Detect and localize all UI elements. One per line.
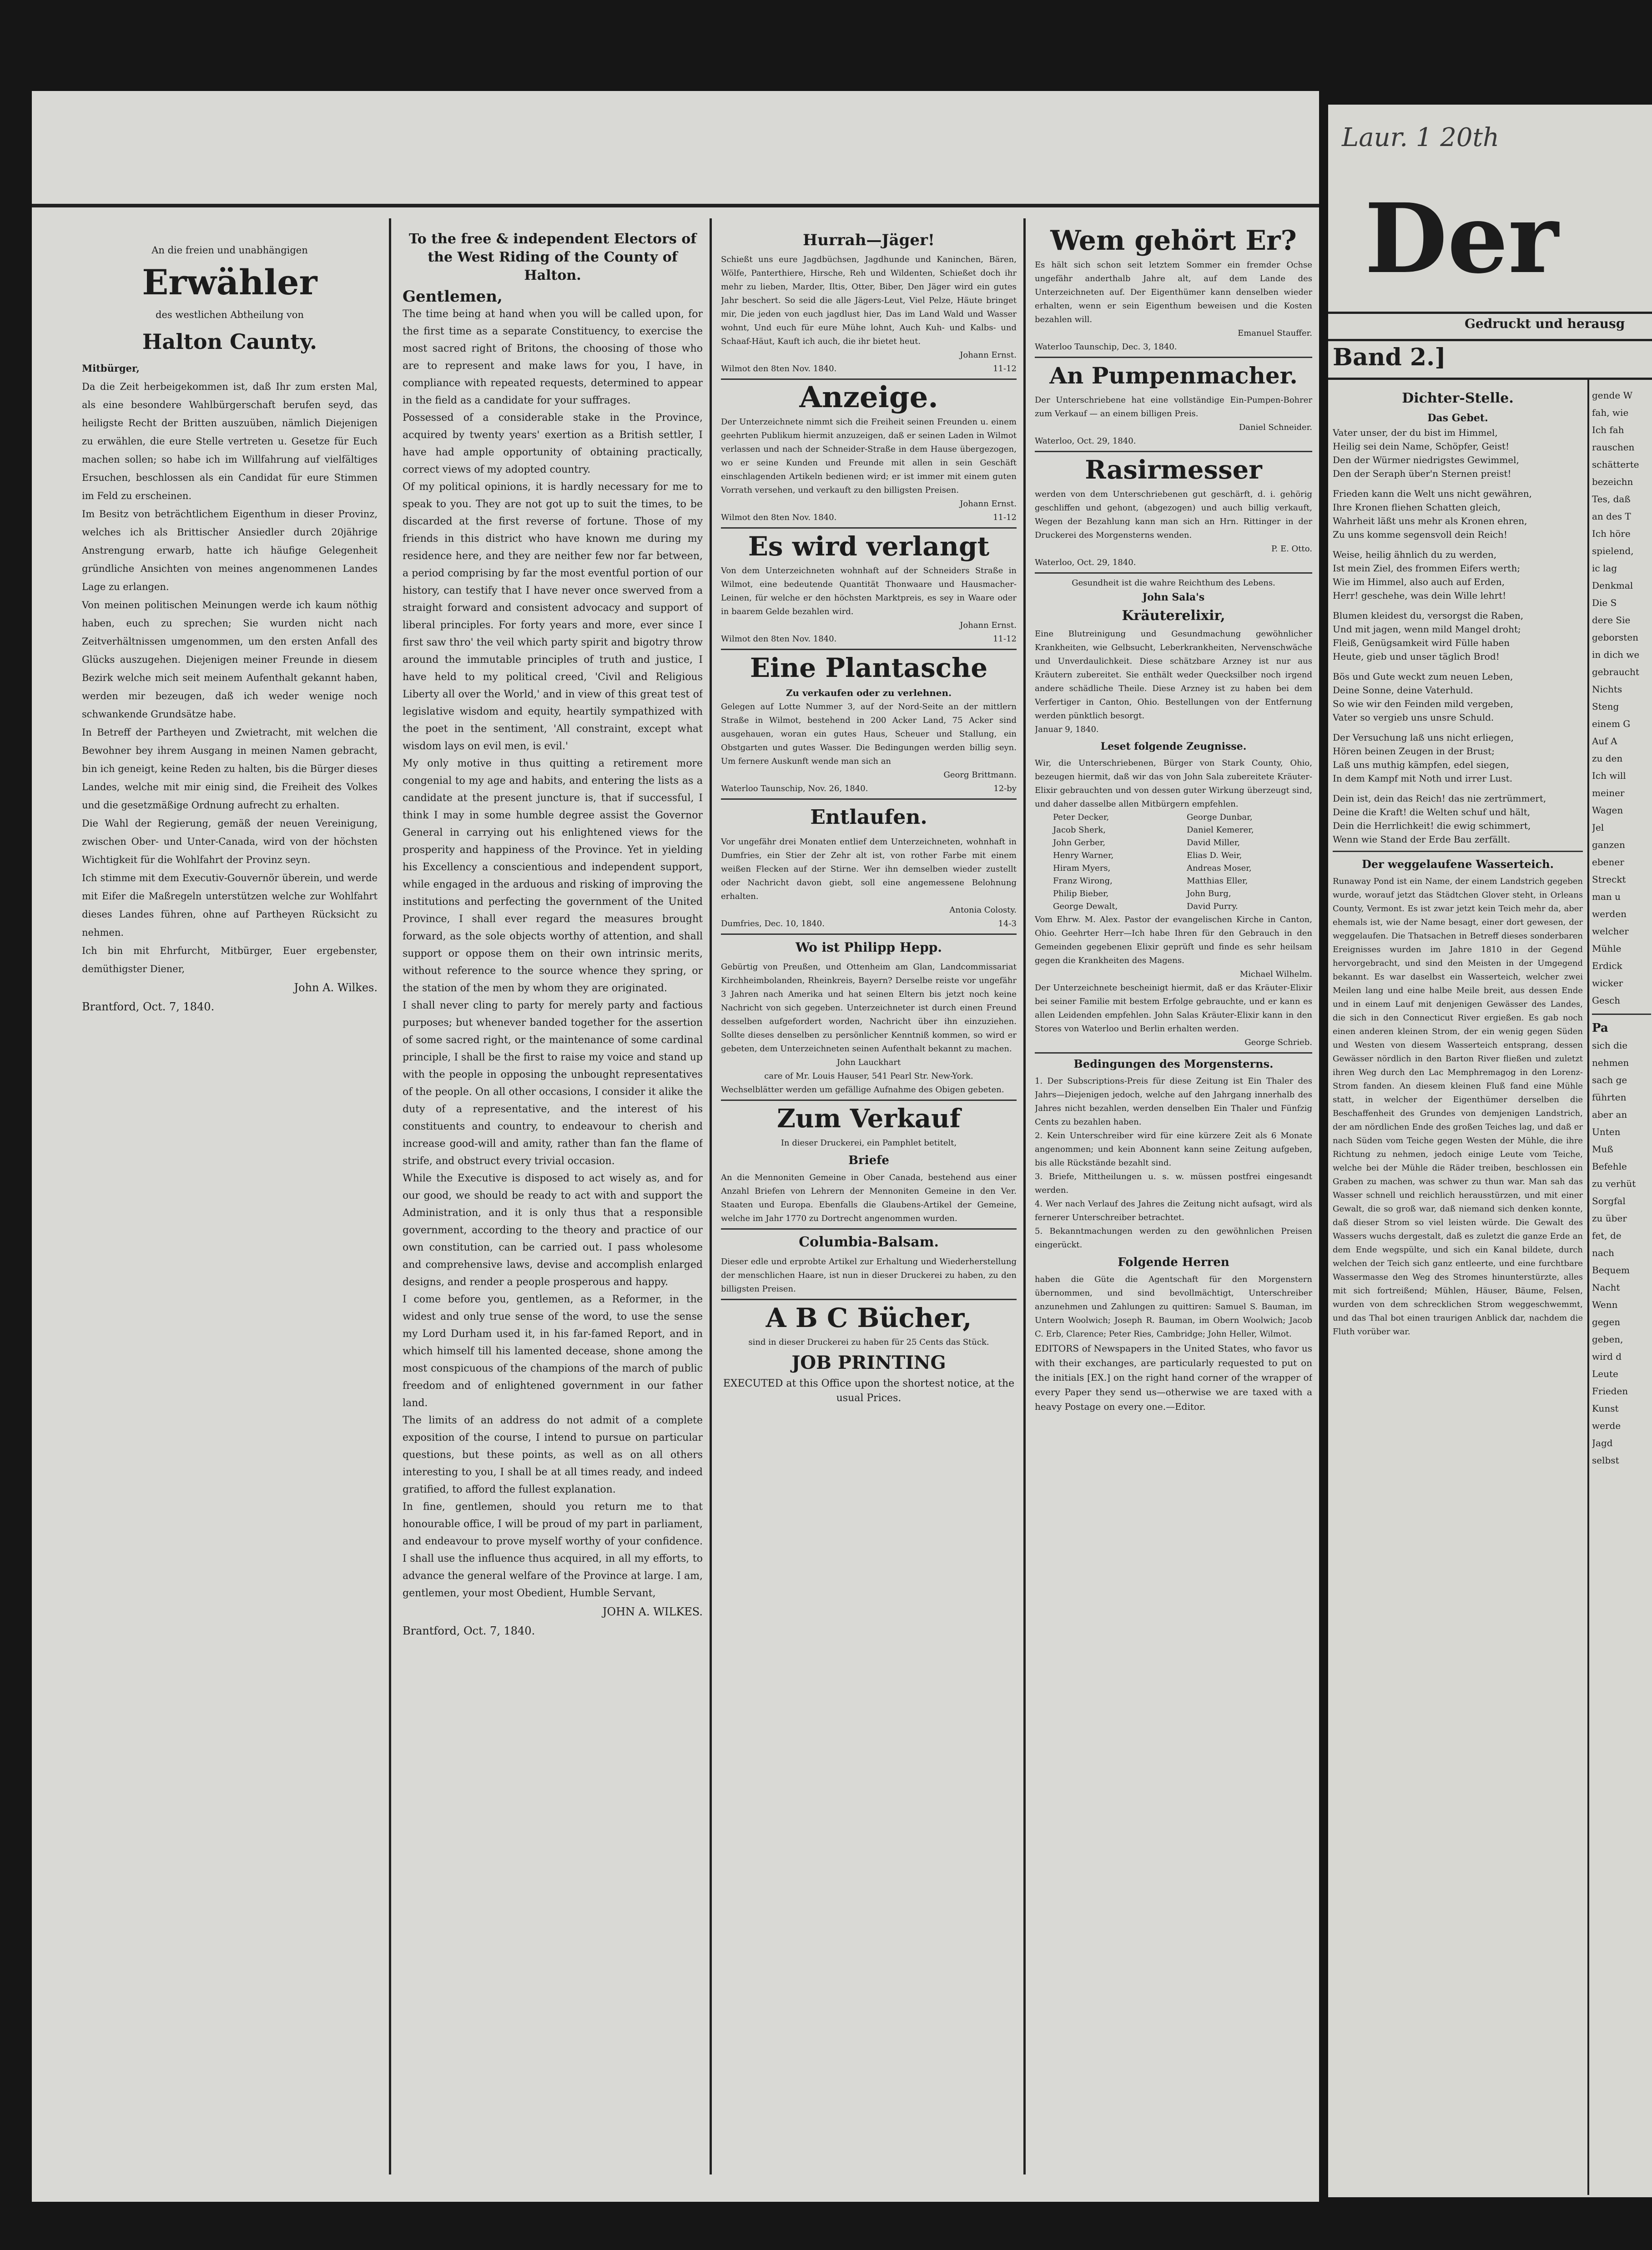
testimonial-signer: John Burg, bbox=[1187, 889, 1231, 898]
testimonials-title: Leset folgende Zeugnisse. bbox=[1100, 741, 1247, 752]
poem-line: Fleiß, Genügsamkeit wird Fülle haben bbox=[1333, 637, 1510, 648]
ad-entlaufen-text: Vor ungefähr drei Monaten entlief dem Unterzeichneten, wohnhaft in Dumfries, ein Stier der Zehr alt ist, von rother Farbe mit einem weißen Flecken auf der Stirne. Wer ihn demselben wieder zustellt oder Nachricht davon giebt, soll eine angemessene Belohnung erhalten. bbox=[721, 837, 1017, 901]
ad-verkauf-text: An die Mennoniten Gemeine in Ober Canada, bestehend aus einer Anzahl Briefen von Lehrern der Mennoniten Gemeine in den Ver. Staaten und Europa. Ebenfalls die Glaubens-Artikel der Gemeine, welche im Jahr 1770 zu Dortrecht angenommen wurden. bbox=[721, 1173, 1017, 1223]
ad-verlangt-text: Von dem Unterzeichneten wohnhaft auf der Schneiders Straße in Wilmot, eine bedeutende Quantität Thonwaare und Hausmacher-Leinen, für welche er den höchsten Marktpreis, es sey in Waare oder in baarem Gelde bezahlen wird. bbox=[721, 566, 1017, 616]
page2-column-divider bbox=[1587, 380, 1589, 2195]
ad-hunter-date: Wilmot den 8ten Nov. 1840. bbox=[721, 364, 837, 373]
column-divider-1 bbox=[389, 218, 391, 2174]
ad-balsam-title: Columbia-Balsam. bbox=[799, 1234, 939, 1250]
testimonial-signer: Daniel Kemerer, bbox=[1187, 825, 1254, 835]
fragment-a: zu den bbox=[1592, 753, 1623, 764]
poem-line: Vater so vergieb uns unsre Schuld. bbox=[1333, 712, 1494, 723]
address-paragraph: Possessed of a considerable stake in the Province, acquired by twenty years' exertion as a British settler, I have had ample opportunity of obtaining practically, correct views of my adopted country. bbox=[403, 412, 703, 475]
ad-hepp-title: Wo ist Philipp Hepp. bbox=[795, 940, 942, 955]
clergy-testimonial: Vom Ehrw. M. Alex. Pastor der evangelischen Kirche in Canton, Ohio. Geehrter Herr—Ich habe Ihren für den Gebrauch in den Gemeinden gegebenen Elixir geprüft und finde es sehr heilsam gegen die Krankheiten des Magens. bbox=[1035, 915, 1312, 965]
ad-plantage-text: Gelegen auf Lotte Nummer 3, auf der Nord-Seite an der mittlern Straße in Wilmot, bestehend in 200 Acker Land, 75 Acker sind ausgehauen, woran ein gutes Haus, Scheuer und Stallung, ein Obstgarten und gutes Wasser. Die Bedingungen werden billig seyn. Um fernere Auskunft wende man sich an bbox=[721, 702, 1017, 766]
fragment-b: selbst bbox=[1592, 1455, 1619, 1466]
clergy-signer: Michael Wilhelm. bbox=[1239, 969, 1312, 979]
fragment-a: gebraucht bbox=[1592, 666, 1639, 677]
notice-paragraph: Da die Zeit herbeigekommen ist, daß Ihr zum ersten Mal, als eine besondere Wahlbürgerschaft berufen seyd, das heiligste Recht der Britten auszuüben, nämlich Diejenigen zu erwählen, die eure Stelle vertreten u. Gesetze für Euch machen sollen; so habe ich im Willfahrung auf vielfältiges Ersuchen, beschlossen als ein Candidat für eure Stimmen im Feld zu erscheinen. bbox=[82, 381, 378, 501]
newspaper-page bbox=[32, 91, 1319, 2202]
story-title: Der weggelaufene Wasserteich. bbox=[1362, 858, 1554, 871]
column-advertisements bbox=[721, 227, 1017, 2174]
ad-verlangt-ref: 11-12 bbox=[993, 634, 1017, 644]
notice-paragraph: In Betreff der Partheyen und Zwietracht, mit welchen die Bewohner bey ihrem Ausgang in meinen Namen gebracht, bin ich geneigt, keine Reden zu halten, bis die Bürger dieses Landes, welche mit mir einig sind, die Freiheit des Volkes und die gesetzmäßige Ordnung aufrecht zu erhalten. bbox=[82, 727, 378, 811]
fragment-a: werden bbox=[1592, 908, 1627, 919]
ad-entlaufen-title: Entlaufen. bbox=[810, 806, 927, 829]
notice-county: Halton Caunty. bbox=[142, 329, 317, 354]
fragment-b: Befehle bbox=[1592, 1161, 1627, 1172]
notice-greeting: Mitbürger, bbox=[82, 363, 140, 374]
fragment-a: Wagen bbox=[1592, 805, 1623, 816]
fragment-b: nehmen bbox=[1592, 1057, 1629, 1068]
fragment-a: Tes, daß bbox=[1592, 494, 1631, 504]
fragment-a: Denkmal bbox=[1592, 580, 1633, 591]
poem-line bbox=[1333, 602, 1583, 609]
poem-line: Dein ist, dein das Reich! das nie zertrümmert, bbox=[1333, 793, 1546, 804]
ad-rasier-text: werden von dem Unterschriebenen gut geschärft, d. i. gehörig geschliffen und gehont, (abgezogen) und auch billig verkauft, Wegen der Bezahlung kann man sich an Hrn. Rittinger in der Druckerei des Morgensterns wenden. bbox=[1035, 489, 1312, 540]
column-notices-terms bbox=[1035, 223, 1312, 2179]
poem-line: Blumen kleidest du, versorgst die Raben, bbox=[1333, 610, 1524, 621]
fragment-a: schätterte bbox=[1592, 459, 1639, 470]
fragment-b: wird d bbox=[1592, 1351, 1622, 1362]
ad-hepp-note: Wechselblätter werden um gefällige Aufnahme des Obigen gebeten. bbox=[721, 1085, 1004, 1095]
fragment-b: Bequem bbox=[1592, 1265, 1630, 1276]
fragment-a: wicker bbox=[1592, 978, 1623, 989]
fragment-b: Frieden bbox=[1592, 1386, 1628, 1397]
address-paragraph: While the Executive is disposed to act wisely as, and for our good, we should be ready to act with and support the Administration, and it is only thus that a responsible government, according to the theory and practice of our own constitution, can be carried out. I pass wholesome and comprehensive laws, devise and accomplish enlarged designs, and render a people prosperous and happy. bbox=[403, 1173, 703, 1288]
ad-hunter-title: Hurrah—Jäger! bbox=[803, 231, 935, 249]
ad-hepp-signer: John Lauckhart bbox=[836, 1058, 901, 1067]
fragment-b: Unten bbox=[1592, 1126, 1621, 1137]
testimonial-signer: Matthias Eller, bbox=[1187, 876, 1248, 886]
ad-abc-text: sind in dieser Druckerei zu haben für 25 Cents das Stück. bbox=[748, 1337, 989, 1347]
ad-job-printing-title: JOB PRINTING bbox=[791, 1352, 946, 1373]
address-signer: JOHN A. WILKES. bbox=[602, 1605, 703, 1618]
terms-item: 2. Kein Unterschreiber wird für eine kürzere Zeit als 6 Monate angenommen; und kein Abonnent kann seine Zeitung aufgeben, bis alle Rückstände bezahlt sind. bbox=[1035, 1131, 1312, 1168]
terms-item: 5. Bekanntmachungen werden zu den gewöhnlichen Preisen eingerückt. bbox=[1035, 1226, 1312, 1250]
poem-line bbox=[1333, 663, 1583, 670]
fragment-b: Muß bbox=[1592, 1144, 1613, 1155]
masthead-fragment: Der bbox=[1365, 182, 1559, 295]
address-paragraph: The time being at hand when you will be called upon, for the first time as a separate Constituency, to exercise the most sacred right of Britons, the choosing of those who are to represent and make laws for you, I have, in compliance with repeated requests, determined to appear in the field as a candidate for your suffrages. bbox=[403, 308, 703, 406]
agents-text: haben die Güte die Agentschaft für den Morgenstern übernommen, und sind bevollmächtigt, Unterschreiber anzunehmen und Zahlungen zu quittiren: Samuel S. Bauman, im Untern Woolwich; Joseph R. Bauman, im Obern Woolwich; Jacob C. Erb, Clarence; Peter Ries, Cambridge; John Heller, Wilmot. bbox=[1035, 1275, 1312, 1339]
header-rule bbox=[32, 204, 1319, 207]
ad-verkauf-item: Briefe bbox=[848, 1154, 889, 1167]
poem-line: Heute, gieb und unser täglich Brod! bbox=[1333, 651, 1500, 662]
ad-entlaufen-date: Dumfries, Dec. 10, 1840. bbox=[721, 919, 825, 928]
poem bbox=[1333, 426, 1583, 846]
notice-subtitle: des westlichen Abtheilung von bbox=[156, 309, 304, 320]
testimonial-signer: David Purry. bbox=[1187, 902, 1238, 911]
ad-rasier-title: Rasirmesser bbox=[1085, 455, 1262, 485]
notice-title: Erwähler bbox=[142, 262, 317, 303]
poem-line: Wahrheit läßt uns mehr als Kronen ehren, bbox=[1333, 515, 1527, 526]
story-text: Runaway Pond ist ein Name, der einem Landstrich gegeben wurde, worauf jetzt das Städtchen Glover steht, in Orleans County, Vermont. Es ist zwar jetzt kein Teich mehr da, aber ehemals ist, wie der Name besagt, einer dort gewesen, der weggelaufen. Die Thatsachen in Betreff dieses sonderbaren Ereignisses wurden im Jahre 1810 in der Gegend hervorgebracht, und sind den Meisten in der Umgegend bekannt. Es war daselbst ein Wasserteich, welcher zwei Meilen lang und eine halbe Meile breit, aus dessen Ende und in einem Lauf mit denjenigen Gewässer des Landes, die sich in den Connecticut River ergießen. Es gab noch einen anderen kleinen Strom, der ein wenig gegen Süden und Westen von diesem Wasserteich entsprang, dessen Gewässer nördlich in den Barton River fließen und zuletzt ihren Weg durch den Lac Memphremagog in den Lorenz-Strom fanden. An diesem kleinen Fluß fand eine Mühle statt, in welcher der Eigenthümer derselben die Beschaffenheit des Grundes von demjenigen Landstrich, der am nördlichen Ende des großen Teiches lag, und daß er nach Süden vom Teiche gegen Westen der Mühle, die ihre Richtung zu nehmen, jedoch einige Leute vom Teiche, welche bei der Mühle die Räder treiben, beschlossen ein Graben zu machen, was schwer zu thun war. Man sah das Wasser schnell und reichlich herausstürzen, und mit einer Gewalt, die so groß war, daß niemand sich denken konnte, daß dieser Strom so viel leisten würde. Die Gewalt des Wassers wuchs dergestalt, daß es zuletzt die ganze Erde an dem Ende wegspülte, und sich ein Kanal bildete, durch welchen der Teich sich ganz entleerte, und eine furchtbare Wassermasse den Weg des Stromes hinunterstürzte, alles mit sich fortreißend; Mühlen, Häuser, Bäume, Felsen, wurden von dem schrecklichen Strom weggeschwemmt, und das Thal bot einen traurigen Anblick dar, nachdem die Fluth vorüber war. bbox=[1333, 877, 1583, 1337]
poem-line: Zu uns komme segensvoll dein Reich! bbox=[1333, 529, 1507, 540]
fragment-a: gende W bbox=[1592, 390, 1633, 401]
testimonial-signer: George Dewalt, bbox=[1053, 902, 1118, 911]
address-paragraph: Of my political opinions, it is hardly necessary for me to speak to you. They are not got up to suit the times, to be discarded at the first reverse of fortune. Those of my friends in this district who have known me during my residence here, and they are neither few nor far between, a period comprising by far the most eventful portion of our history, can testify that I have never once swerved from a straight forward and consistent advocacy and support of liberal principles. For forty years and more, ever since I first saw thro' the veil which party spirit and bigotry throw around the immutable principles of truth and justice, I have held to my political creed, 'Civil and Religious Liberty all over the World,' and in view of this great test of legislative wisdom and equity, heartily sympathized with the poet in the sentiment, 'All constraint, except what wisdom lays on evil men, is evil.' bbox=[403, 481, 703, 752]
fragment-a: Auf A bbox=[1592, 736, 1617, 747]
ad-verkauf-title: Zum Verkauf bbox=[777, 1104, 961, 1134]
fragment-b: Jagd bbox=[1592, 1438, 1613, 1448]
address-paragraph: The limits of an address do not admit of a complete exposition of the course, I intend to pursue on particular questions, but these points, as well as on all others interesting to you, I shall be at all times ready, and indeed gratified, to afford the fullest explanation. bbox=[403, 1415, 703, 1495]
ad-wem-text: Es hält sich schon seit letztem Sommer ein fremder Ochse ungefähr anderthalb Jahre alt, auf dem Lande des Unterzeichneten auf. Der Eigenthümer kann denselben wieder erhalten, wenn er sein Eigenthum beweisen und die Kosten bezahlen will. bbox=[1035, 260, 1312, 324]
poem-line bbox=[1333, 785, 1583, 792]
ad-plantage-signer: Georg Brittmann. bbox=[943, 770, 1017, 780]
notice-dateline: Brantford, Oct. 7, 1840. bbox=[82, 1000, 215, 1013]
poem-line: Herr! geschehe, was dein Wille lehrt! bbox=[1333, 590, 1506, 601]
ad-plantage-title: Eine Plantasche bbox=[750, 652, 988, 683]
testimonials-text: Wir, die Unterschriebenen, Bürger von Stark County, Ohio, bezeugen hiermit, daß wir das von John Sala zubereitete Kräuter-Elixir gebrauchten und von dessen guter Wirkung überzeugt sind, und daher dasselbe allen Mitbürgern empfehlen. bbox=[1035, 758, 1312, 809]
ad-pumpen-text: Der Unterschriebene hat eine vollständige Ein-Pumpen-Bohrer zum Verkauf — an einem billigen Preis. bbox=[1035, 395, 1312, 419]
fragment-b: nach bbox=[1592, 1247, 1614, 1258]
fragment-a: ic lag bbox=[1592, 563, 1617, 574]
poem-line: Der Versuchung laß uns nicht erliegen, bbox=[1333, 732, 1514, 743]
ad-anzeige-date: Wilmot den 8ten Nov. 1840. bbox=[721, 513, 837, 522]
fragment-b: zu über bbox=[1592, 1213, 1627, 1224]
fragment-a: ebener bbox=[1592, 857, 1624, 868]
agents-title: Folgende Herren bbox=[1118, 1256, 1229, 1269]
poetry-section-title: Dichter-Stelle. bbox=[1402, 390, 1514, 406]
poem-line bbox=[1333, 724, 1583, 731]
ad-anzeige-text: Der Unterzeichnete nimmt sich die Freiheit seinen Freunden u. einem geehrten Publikum hiermit anzuzeigen, daß er seinen Laden in Wilmot verlassen und nach der Schneider-Straße in dem Hause übergezogen, wo er seine Kunden und Freunde mit allen in sein Geschäft einschlagenden Artikeln bedienen wird; er ist immer mit einem guten Vorrath versehen, und verkauft zu den billigsten Preisen. bbox=[721, 417, 1017, 495]
ad-plantage-date: Waterloo Taunschip, Nov. 26, 1840. bbox=[721, 784, 868, 793]
fragment-a: meiner bbox=[1592, 787, 1625, 798]
testimonial-signer: Hiram Myers, bbox=[1053, 863, 1111, 873]
volume-rule bbox=[1328, 378, 1652, 380]
poetry-column bbox=[1333, 387, 1583, 2188]
column-divider-2 bbox=[710, 218, 712, 2174]
testimonial-signer: Henry Warner, bbox=[1053, 851, 1114, 860]
fragment-a: an des T bbox=[1592, 511, 1631, 522]
fragment-a: welcher bbox=[1592, 926, 1629, 937]
fragment-a: in dich we bbox=[1592, 649, 1640, 660]
fragment-a: man u bbox=[1592, 891, 1621, 902]
address-paragraph: In fine, gentlemen, should you return me to that honourable office, I will be proud of my part in parliament, and endeavour to prove myself worthy of your confidence. I shall use the influence thus acquired, in all my efforts, to advance the general welfare of the Province at large. I am, gentlemen, your most Obedient, Humble Servant, bbox=[403, 1501, 703, 1599]
fragment-a: ganzen bbox=[1592, 839, 1625, 850]
ad-hunter-ref: 11-12 bbox=[993, 364, 1017, 373]
address-paragraph: My only motive in thus quitting a retirement more congenial to my age and habits, and entering the lists as a candidate at the present juncture is, that if successful, I think I may in some humble degree assist the Governor General in carrying out his enlightened views for the prosperity and happiness of the Province. Yet in yielding his Excellency a conscientious and independent support, while engaged in the arduous and risking of improving the institutions and perfecting the government of the United Province, I shall ever regard the measures brought forward, as the sole objects worthy of attention, and shall support or oppose them on their own intrinsic merits, without reference to the source whence they spring, or the station of the men by whom they are originated. bbox=[403, 758, 703, 994]
ad-entlaufen-ref: 14-3 bbox=[998, 919, 1017, 928]
notice-signer: John A. Wilkes. bbox=[294, 981, 378, 994]
fragment-a: Die S bbox=[1592, 597, 1617, 608]
fragment-a: Ich fah bbox=[1592, 424, 1624, 435]
address-paragraph: I shall never cling to party for merely party and factious purposes; but whenever banded together for the assertion of some sacred right, or the maintenance of some cardinal principle, I shall be the first to raise my voice and stand up with the people in opposing the unbought representatives of the people. On all other occasions, I consider it alike the duty of a representative, and the interest of his constituents and country, to endeavour to cherish and increase good-will and amity, rather than fan the flame of strife, and obstruct every trivial occasion. bbox=[403, 1000, 703, 1167]
ad-wem-date: Waterloo Taunschip, Dec. 3, 1840. bbox=[1035, 342, 1177, 352]
masthead-rule-2 bbox=[1328, 339, 1652, 341]
ad-pumpen-title: An Pumpenmacher. bbox=[1049, 362, 1298, 389]
volume-label: Band 2.] bbox=[1333, 343, 1446, 371]
poem-line: Wenn wie Stand der Erde Bau zerfällt. bbox=[1333, 834, 1511, 845]
adjacent-newspaper-page bbox=[1328, 105, 1652, 2197]
poem-line: Wie im Himmel, also auch auf Erden, bbox=[1333, 576, 1505, 587]
address-paragraph: I come before you, gentlemen, as a Reformer, in the widest and only true sense of the word, to use the sense my Lord Durham used it, in his far-famed Report, and in which himself till his lamented decease, shone among the most conspicuous of the champions of the march of public freedom and of enlightened government in our father land. bbox=[403, 1294, 703, 1409]
fragment-b: Kunst bbox=[1592, 1403, 1619, 1414]
poem-line: Ihre Kronen fliehen Schatten gleich, bbox=[1333, 502, 1501, 513]
ad-hepp-address: care of Mr. Louis Hauser, 541 Pearl Str. New-York. bbox=[764, 1071, 973, 1081]
ad-verlangt-title: Es wird verlangt bbox=[748, 531, 990, 562]
testimonial-signer: George Dunbar, bbox=[1187, 812, 1253, 822]
fragment-b: sach ge bbox=[1592, 1075, 1627, 1085]
fragment-a: geborsten bbox=[1592, 632, 1639, 643]
ad-hepp-text: Gebürtig von Preußen, und Ottenheim am Glan, Landcommissariat Kirchheimbolanden, Rheinkreis, Bayern? Derselbe reiste vor ungefähr 3 Jahren nach Amerika und hat seinen Eltern bis jetzt noch keine Nachricht von sich gegeben. Unterzeichneter ist durch einen Freund desselben aufgefordert worden, Nachricht über ihn einzuziehen. Sollte dieses denselben zu persönlicher Kenntniß kommen, so wird er gebeten, dem Unterzeichneten seinen Aufenthalt bekannt zu machen. bbox=[721, 962, 1017, 1054]
fragment-b: werde bbox=[1592, 1420, 1621, 1431]
editors-notice: EDITORS of Newspapers in the United States, who favor us with their exchanges, are particularly requested to put on the initials [EX.] on the right hand corner of the wrapper of every Paper they send us—otherwise we are taxed with a heavy Postage on every one.—Editor. bbox=[1035, 1343, 1312, 1412]
fragment-a: Mühle bbox=[1592, 943, 1622, 954]
ad-anzeige-signer: Johann Ernst. bbox=[960, 499, 1017, 509]
ad-pumpen-date: Waterloo, Oct. 29, 1840. bbox=[1035, 436, 1136, 446]
farmer-testimonial: Der Unterzeichnete bescheinigt hiermit, daß er das Kräuter-Elixir bei seiner Familie mit bestem Erfolge gebrauchte, und er kann es allen Leidenden empfehlen. John Salas Kräuter-Elixir kann in den Stores von Waterloo und Berlin erhalten werden. bbox=[1035, 983, 1312, 1034]
fragment-a: fah, wie bbox=[1592, 407, 1629, 418]
ad-job-printing-text: EXECUTED at this Office upon the shortest notice, at the usual Prices. bbox=[723, 1378, 1015, 1404]
terms-item: 3. Briefe, Mittheilungen u. s. w. müssen postfrei eingesandt werden. bbox=[1035, 1172, 1312, 1195]
poem-title: Das Gebet. bbox=[1427, 412, 1488, 424]
testimonial-signer: Philip Bieber, bbox=[1053, 889, 1109, 898]
terms-title: Bedingungen des Morgensterns. bbox=[1073, 1057, 1274, 1070]
testimonial-signer: Jacob Sherk, bbox=[1053, 825, 1106, 835]
address-dateline: Brantford, Oct. 7, 1840. bbox=[403, 1624, 535, 1637]
fragment-b: fet, de bbox=[1592, 1230, 1622, 1241]
terms-item: 4. Wer nach Verlauf des Jahres die Zeitung nicht aufsagt, wird als fernerer Unterschreiber betrachtet. bbox=[1035, 1199, 1312, 1222]
poem-line: Weise, heilig ähnlich du zu werden, bbox=[1333, 549, 1497, 560]
column-election-address-english bbox=[403, 227, 703, 2174]
ad-balsam-text: Dieser edle und erprobte Artikel zur Erhaltung und Wiederherstellung der menschlichen Haare, ist nun in dieser Druckerei zu haben, zu den billigsten Preisen. bbox=[721, 1257, 1017, 1294]
fragment-b: Sorgfal bbox=[1592, 1196, 1626, 1206]
ad-abc-title: A B C Bücher, bbox=[766, 1302, 972, 1333]
poem-line: Deine Sonne, deine Vaterhuld. bbox=[1333, 685, 1473, 696]
fragment-b: Wenn bbox=[1592, 1299, 1618, 1310]
ad-plantage-subtitle: Zu verkaufen oder zu verlehnen. bbox=[786, 687, 952, 698]
ad-verlangt-signer: Johann Ernst. bbox=[960, 621, 1017, 630]
poem-line: Laß uns muthig kämpfen, edel siegen, bbox=[1333, 759, 1509, 770]
masthead-rule bbox=[1328, 312, 1652, 314]
cut-off-column-fragments bbox=[1592, 387, 1651, 2188]
poem-line: So wie wir den Feinden mild vergeben, bbox=[1333, 698, 1514, 709]
testimonial-signer: John Gerber, bbox=[1053, 838, 1106, 848]
testimonial-signer: Franz Wirong, bbox=[1053, 876, 1113, 886]
fragment-a: Streckt bbox=[1592, 874, 1626, 885]
fragment-a: Nichts bbox=[1592, 684, 1622, 695]
poem-line: Deine die Kraft! die Welten schuf und hält, bbox=[1333, 807, 1531, 817]
fragment-a: Ich höre bbox=[1592, 528, 1631, 539]
poem-line: Und mit jagen, wenn mild Mangel droht; bbox=[1333, 624, 1521, 635]
fragment-b: Pa bbox=[1592, 1021, 1608, 1035]
ad-kraut-intro: Gesundheit ist die wahre Reichthum des Lebens. bbox=[1072, 578, 1275, 588]
ad-wem-title: Wem gehört Er? bbox=[1050, 225, 1297, 257]
ad-rasier-date: Waterloo, Oct. 29, 1840. bbox=[1035, 558, 1136, 567]
ad-wem-signer: Emanuel Stauffer. bbox=[1238, 328, 1312, 338]
notice-closing: Ich bin mit Ehrfurcht, Mitbürger, Euer ergebenster, demüthigster Diener, bbox=[82, 945, 378, 974]
notice-paragraph: Die Wahl der Regierung, gemäß der neuen Vereinigung, zwischen Ober- und Unter-Canada, wird von der höchsten Wichtigkeit für die Wohlfahrt der Provinz seyn. bbox=[82, 818, 378, 865]
testimonial-signer: Andreas Moser, bbox=[1187, 863, 1252, 873]
ad-verkauf-subtitle: In dieser Druckerei, ein Pamphlet betitelt, bbox=[781, 1138, 957, 1148]
farmer-signer: George Schrieb. bbox=[1244, 1038, 1312, 1047]
ad-hunter-signer: Johann Ernst. bbox=[960, 350, 1017, 360]
poem-line: Den der Würmer niedrigstes Gewimmel, bbox=[1333, 454, 1519, 465]
poem-line: Frieden kann die Welt uns nicht gewähren, bbox=[1333, 488, 1532, 499]
fragment-b: führten bbox=[1592, 1092, 1627, 1103]
ad-plantage-ref: 12-by bbox=[993, 784, 1017, 793]
fragment-a: spielend, bbox=[1592, 545, 1634, 556]
fragment-b: gegen bbox=[1592, 1317, 1621, 1327]
testimonial-signers bbox=[1035, 811, 1312, 913]
fragment-a: bezeichn bbox=[1592, 476, 1633, 487]
ad-hunter-text: Schießt uns eure Jagdbüchsen, Jagdhunde und Kaninchen, Bären, Wölfe, Panterthiere, Hirsche, Reh und Wildenten, Schießet doch ihr mehr zu lieben, Marder, Iltis, Otter, Biber, Den Jäger wird ein gutes Jahr beschert. So seid die alle Jägers-Leut, Viel Pelze, Häute bringet mir, Die jeden von euch jagdlust hier, Das im Land Wald und Wasser wohnt, Und euch für eure Mühe lohnt, Auch Kuh- und Kalbs- und Schaaf-Häut, Kauft ich auch, die ihr bietet heut. bbox=[721, 255, 1017, 346]
ad-rasier-signer: P. E. Otto. bbox=[1271, 544, 1312, 554]
ad-kraut-name: John Sala's bbox=[1142, 591, 1205, 603]
ad-kraut-date: Januar 9, 1840. bbox=[1035, 725, 1099, 734]
ad-anzeige-ref: 11-12 bbox=[993, 513, 1017, 522]
fragment-b: Nacht bbox=[1592, 1282, 1620, 1293]
notice-paragraph: Von meinen politischen Meinungen werde ich kaum nöthig haben, euch zu sprechen; Sie wurden nicht nach Zeitverhältnissen umgenommen, um den ersten Anfall des Glücks auszugehen. Diejenigen meiner Freunde in diesem Bezirk welche mich seit meinem Aufenthalt gekannt haben, werden mir bezeugen, daß ich weder wenige noch schwankende Grundsätze habe. bbox=[82, 600, 378, 720]
column-election-notice-german bbox=[82, 241, 378, 2174]
ad-kraut-title: Kräuterelixir, bbox=[1122, 608, 1225, 624]
address-header: To the free & independent Electors of the West Riding of the County of Halton. bbox=[408, 231, 697, 283]
printed-by-line: Gedruckt und herausg bbox=[1465, 316, 1625, 331]
fragment-a: Gesch bbox=[1592, 995, 1621, 1006]
address-salutation: Gentlemen, bbox=[403, 288, 503, 306]
poem-line bbox=[1333, 480, 1583, 487]
poem-line bbox=[1333, 541, 1583, 548]
ad-kraut-text: Eine Blutreinigung und Gesundmachung gewöhnlicher Krankheiten, wie Gelbsucht, Leberkrankheiten, Nervenschwäche und Unverdaulichkeit. Diese schätzbare Arzney ist nur aus Kräutern zubereitet. Sie enthält weder Quecksilber noch irgend andere schädliche Theile. Diese Arzney ist zu haben bei dem Verfertiger in Canton, Ohio. Bestellungen von der Entfernung werden pünktlich besorgt. bbox=[1035, 629, 1312, 721]
poem-line: Ist mein Ziel, des frommen Eifers werth; bbox=[1333, 563, 1521, 574]
ad-pumpen-signer: Daniel Schneider. bbox=[1239, 423, 1312, 432]
handwritten-note: Laur. 1 20th bbox=[1342, 123, 1500, 152]
poem-line: Dein die Herrlichkeit! die ewig schimmert, bbox=[1333, 820, 1531, 831]
notice-to-line: An die freien und unabhängigen bbox=[151, 245, 308, 256]
fragment-a: einem G bbox=[1592, 718, 1631, 729]
fragment-a: Ich will bbox=[1592, 770, 1626, 781]
terms-item: 1. Der Subscriptions-Preis für diese Zeitung ist Ein Thaler des Jahrs—Diejenigen jedoch, welche auf den Jahrgang innerhalb des Jahres nicht bezahlen, werden denselben Ein Thaler und Fünfzig Cents zu bezahlen haben. bbox=[1035, 1076, 1312, 1127]
poem-line: Bös und Gute weckt zum neuen Leben, bbox=[1333, 671, 1513, 682]
fragment-b: sich die bbox=[1592, 1040, 1628, 1051]
ad-verlangt-date: Wilmot den 8ten Nov. 1840. bbox=[721, 634, 837, 644]
fragment-a: Erdick bbox=[1592, 960, 1622, 971]
testimonial-signer: Peter Decker, bbox=[1053, 812, 1109, 822]
testimonial-signer: David Miller, bbox=[1187, 838, 1240, 848]
poem-line: Heilig sei dein Name, Schöpfer, Geist! bbox=[1333, 441, 1510, 452]
poem-line: Hören beinen Zeugen in der Brust; bbox=[1333, 746, 1495, 757]
notice-paragraph: Im Besitz von beträchtlichem Eigenthum in dieser Provinz, welches ich als Brittischer Ansiedler durch 20jährige Anstrengung erwarb, hatte ich häufige Gelegenheit gründliche Ansichten von meines angenommenen Landes Lage zu erlangen. bbox=[82, 509, 378, 592]
fragment-b: geben, bbox=[1592, 1334, 1623, 1345]
notice-paragraph: Ich stimme mit dem Executiv-Gouvernör überein, und werde mit Eifer die Maßregeln unterstützen welche zur Wohlfahrt dieses Landes führen, ohne auf Partheyen Rücksicht zu nehmen. bbox=[82, 873, 378, 938]
fragment-a: rauschen bbox=[1592, 442, 1635, 453]
column-divider-3 bbox=[1023, 218, 1026, 2174]
testimonial-signer: Elias D. Weir, bbox=[1187, 851, 1242, 860]
fragment-a: dere Sie bbox=[1592, 615, 1631, 626]
fragment-a: Steng bbox=[1592, 701, 1619, 712]
poem-line: Vater unser, der du bist im Himmel, bbox=[1333, 427, 1498, 438]
ad-anzeige-title: Anzeige. bbox=[799, 380, 938, 414]
poem-line: Den der Seraph über'n Sternen preist! bbox=[1333, 468, 1511, 479]
fragment-b: zu verhüt bbox=[1592, 1178, 1636, 1189]
fragment-b: Leute bbox=[1592, 1368, 1618, 1379]
fragment-b: aber an bbox=[1592, 1109, 1627, 1120]
fragment-a: Jel bbox=[1592, 822, 1604, 833]
ad-entlaufen-signer: Antonia Colosty. bbox=[949, 905, 1017, 915]
poem-line: In dem Kampf mit Noth und irrer Lust. bbox=[1333, 773, 1513, 784]
